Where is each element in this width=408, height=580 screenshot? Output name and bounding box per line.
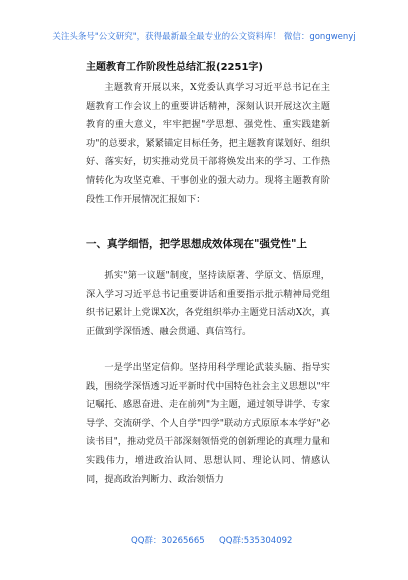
top-banner-link[interactable]: 关注头条号"公文研究"，获得最新最全最专业的公文资料库！ 微信：gongwenyj — [52, 32, 356, 42]
footer-qq-group-1[interactable]: QQ群：30265665 — [131, 536, 205, 546]
document-title: 主题教育工作阶段性总结汇报(2251字) — [86, 62, 263, 73]
intro-paragraph: 主题教育开展以来，X党委认真学习习近平总书记在主题教育工作会议上的重要讲话精神，深刻认识开展这次主题教育的重大意义，牢牢把握"学思想、强党性、重实践建新功"的总要求，紧紧锚定目标任务，把主题教育谋划好、组织好、落实好，切实推动党员干部将焕发出来的学习、工作热情转化为攻坚克难、干事创业的强大动力。现将主题教育阶段性工作开展情况汇报如下： — [86, 82, 330, 205]
section1-paragraph-2: 一是学出坚定信仰。坚持用科学理论武装头脑、指导实践，围绕学深悟透习近平新时代中国特色社会主义思想以"牢记嘱托、感恩奋进、走在前列"为主题，通过领导讲学、专家导学、交流研学、个人自学"四学"联动方式原原本本学好"必读书目"，推动党员干部深刻领悟党的创新理论的真理力量和实践伟力，增进政治认同、思想认同、理论认同、情感认同，提高政治判断力、政治领悟力 — [86, 362, 330, 485]
section1-paragraph-1: 抓实"第一议题"制度，坚持读原著、学原文、悟原理，深入学习习近平总书记重要讲话和重要指示批示精神局党组织书记累计上党课X次，各党组织举办主题党日活动X次，真正做到学深悟透、融会贯通、真信笃行。 — [86, 270, 330, 337]
footer-qq-group-2[interactable]: QQ群:535304092 — [219, 536, 293, 546]
section-heading-1: 一、真学细悟，把学思想成效体现在"强党性"上 — [86, 238, 307, 250]
